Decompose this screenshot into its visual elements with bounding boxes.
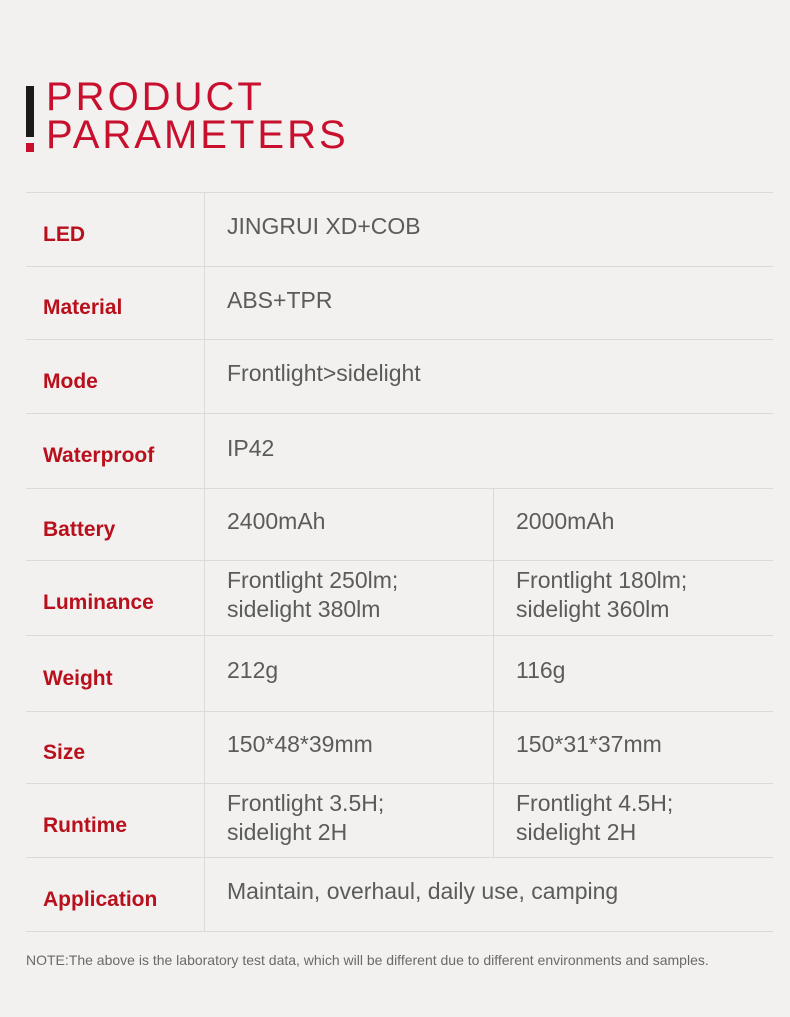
spec-value-model-1: Frontlight 3.5H; sidelight 2H (205, 784, 494, 858)
spec-value-model-1: 212g (205, 636, 494, 712)
spec-value-model-1: 150*48*39mm (205, 712, 494, 784)
spec-row-mode (26, 340, 773, 414)
exclamation-bar (26, 86, 34, 137)
spec-value-model-2: Frontlight 180lm; sidelight 360lm (494, 561, 774, 636)
spec-label: Weight (26, 636, 205, 712)
spec-label: Luminance (26, 561, 205, 636)
spec-row-weight (26, 636, 773, 712)
spec-row-waterproof (26, 414, 773, 489)
footnote: NOTE:The above is the laboratory test data, which will be different due to different environments and samples. (26, 952, 709, 968)
title-line-2: PARAMETERS (46, 113, 349, 157)
spec-value: JINGRUI XD+COB (205, 193, 774, 267)
title-line-1: PRODUCT (46, 75, 265, 119)
page-title (46, 75, 349, 157)
spec-value-model-2: 2000mAh (494, 489, 774, 561)
spec-label: Size (26, 712, 205, 784)
spec-value-model-1: Frontlight 250lm; sidelight 380lm (205, 561, 494, 636)
spec-row-led (26, 193, 773, 267)
spec-row-luminance (26, 561, 773, 636)
spec-value: ABS+TPR (205, 267, 774, 340)
spec-label: Mode (26, 340, 205, 414)
spec-value-model-1: 2400mAh (205, 489, 494, 561)
exclamation-dot (26, 143, 34, 152)
spec-row-runtime (26, 784, 773, 858)
spec-table (26, 192, 773, 932)
spec-label: Waterproof (26, 414, 205, 489)
spec-label: Application (26, 858, 205, 932)
spec-value: Frontlight>sidelight (205, 340, 774, 414)
spec-value-model-2: 116g (494, 636, 774, 712)
spec-label: Material (26, 267, 205, 340)
spec-label: Runtime (26, 784, 205, 858)
spec-value-model-2: 150*31*37mm (494, 712, 774, 784)
spec-label: Battery (26, 489, 205, 561)
spec-label: LED (26, 193, 205, 267)
exclamation-icon (26, 86, 34, 152)
spec-value-model-2: Frontlight 4.5H; sidelight 2H (494, 784, 774, 858)
spec-value: Maintain, overhaul, daily use, camping (205, 858, 774, 932)
spec-value: IP42 (205, 414, 774, 489)
spec-row-size (26, 712, 773, 784)
spec-row-material (26, 267, 773, 340)
spec-row-application (26, 858, 773, 932)
spec-row-battery (26, 489, 773, 561)
